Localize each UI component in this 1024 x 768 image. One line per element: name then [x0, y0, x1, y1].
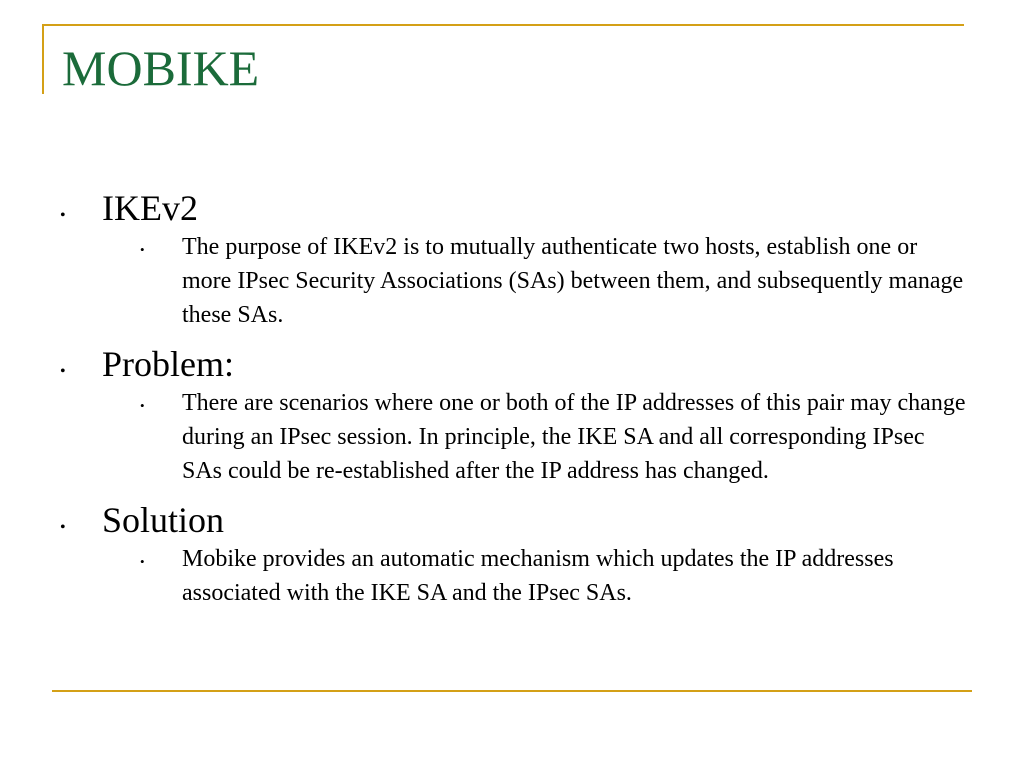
sub-bullet-dot-icon: • — [140, 554, 145, 569]
bullet-heading: IKEv2 — [102, 188, 198, 228]
bullet-list — [58, 186, 968, 610]
bullet-heading: Solution — [102, 500, 225, 540]
title-top-rule — [42, 24, 964, 26]
title-left-rule — [42, 24, 44, 94]
slide-title: MOBIKE — [62, 40, 260, 96]
bullet-dot-icon: • — [60, 363, 66, 380]
sub-bullet-dot-icon: • — [140, 242, 145, 257]
bullet-dot-icon: • — [60, 519, 66, 536]
bullet-item — [58, 342, 968, 386]
sub-bullet-text: There are scenarios where one or both of the IP addresses of this pair may change during an IPsec session. In principle, the IKE SA and all corresponding IPsec SAs could be re-established after the IP address has changed. — [182, 390, 966, 484]
sub-bullet-item — [134, 386, 968, 488]
bullet-dot-icon: • — [60, 207, 66, 224]
footer-rule — [52, 690, 972, 692]
sub-bullet-text: Mobike provides an automatic mechanism which updates the IP addresses associated with the IKE SA and the IPsec SAs. — [182, 546, 894, 606]
sub-bullet-dot-icon: • — [140, 398, 145, 413]
bullet-item — [58, 498, 968, 542]
bullet-heading: Problem: — [102, 344, 234, 384]
sub-bullet-item — [134, 230, 968, 332]
bullet-item — [58, 186, 968, 230]
sub-bullet-item — [134, 542, 968, 610]
sub-bullet-text: The purpose of IKEv2 is to mutually authenticate two hosts, establish one or more IPsec Security Associations (SAs) between them, and subsequently manage these SAs. — [182, 234, 964, 328]
